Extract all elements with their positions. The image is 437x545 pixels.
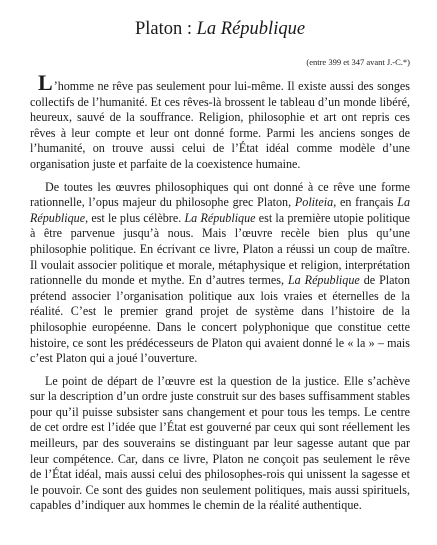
italic-text: Politeia: [294, 195, 334, 210]
text-run: , en français: [333, 195, 398, 210]
title-work: La République: [196, 19, 306, 39]
document-page: [30, 18, 410, 521]
text-run: , est le plus célèbre.: [85, 210, 185, 225]
paragraph: [30, 180, 410, 367]
title-author: Platon :: [134, 19, 197, 39]
body-text: [30, 70, 411, 514]
date-note: (entre 399 et 347 avant J.-C.*): [306, 57, 410, 67]
page-title: [30, 18, 410, 40]
text-run: De toutes les œuvres philosophiques qui ont donné à ce rêve une forme rationnelle, l’opus majeur du philosophe grec Platon,: [30, 179, 410, 210]
paragraph: [30, 70, 410, 173]
text-run: Le point de départ de l’œuvre est la question de la justice. Elle s’achève sur la description d’un ordre juste construit sur des bases suffisamment stables pour qu’il puisse subsister sans changement et pour tous les temps. Le centre de cet ordre est l’idée que l’État est gouverné par ceux qui sont réellement les meilleurs, par des souverains se distinguant par leur sagesse autant que par leur compétence. Car, dans ce livre, Platon ne conçoit pas seulement le rêve de l’État idéal, mais aussi celui des philosophes-rois qui unissent la sagesse et le pouvoir. Ce sont des guides non seulement politiques, mais aussi spirituels, capables d’indiquer aux hommes le chemin de la réalité authentique.: [30, 373, 410, 513]
drop-cap: L: [38, 70, 53, 95]
text-run: de Platon prétend associer l’organisation politique aux lois vraies et éternelles de la réalité. C’est le premier grand projet de système dans l’histoire de la philosophie européenne. Dans le concert polyphonique que constitue cette histoire, ce sont les prédécesseurs de Platon qui avaient donné le « la » – mais c’est Platon qui a joué l’ouverture.: [30, 273, 410, 366]
paragraph: [30, 374, 410, 514]
italic-text: La République: [287, 273, 360, 288]
italic-text: La République: [30, 195, 411, 225]
italic-text: La République: [184, 210, 256, 225]
text-run: est la première utopie politique à être parvenue jusqu’à nous. Mais l’œuvre recèle bien plus qu’une philosophie politique. En écrivant ce livre, Platon a réussi un coup de maître. Il voulait associer politique et morale, métaphysique et religion, interprétation rationnelle du monde et mythe. En d’autres termes,: [30, 210, 410, 288]
text-run: ’homme ne rêve pas seulement pour lui-même. Il existe aussi des songes collectifs de l’humanité. Et ces rêves-là brossent le tableau d’un monde libéré, heureux, sauvé de la souffrance. Religion, philosophie et art ont repris ces rêves à leur compte et leur ont donné forme. Parmi les anciens songes de l’humanité, on trouve aussi celui de l’État idéal comme modèle d’une organisation juste et parfaite de la coexistence humaine.: [30, 79, 410, 171]
